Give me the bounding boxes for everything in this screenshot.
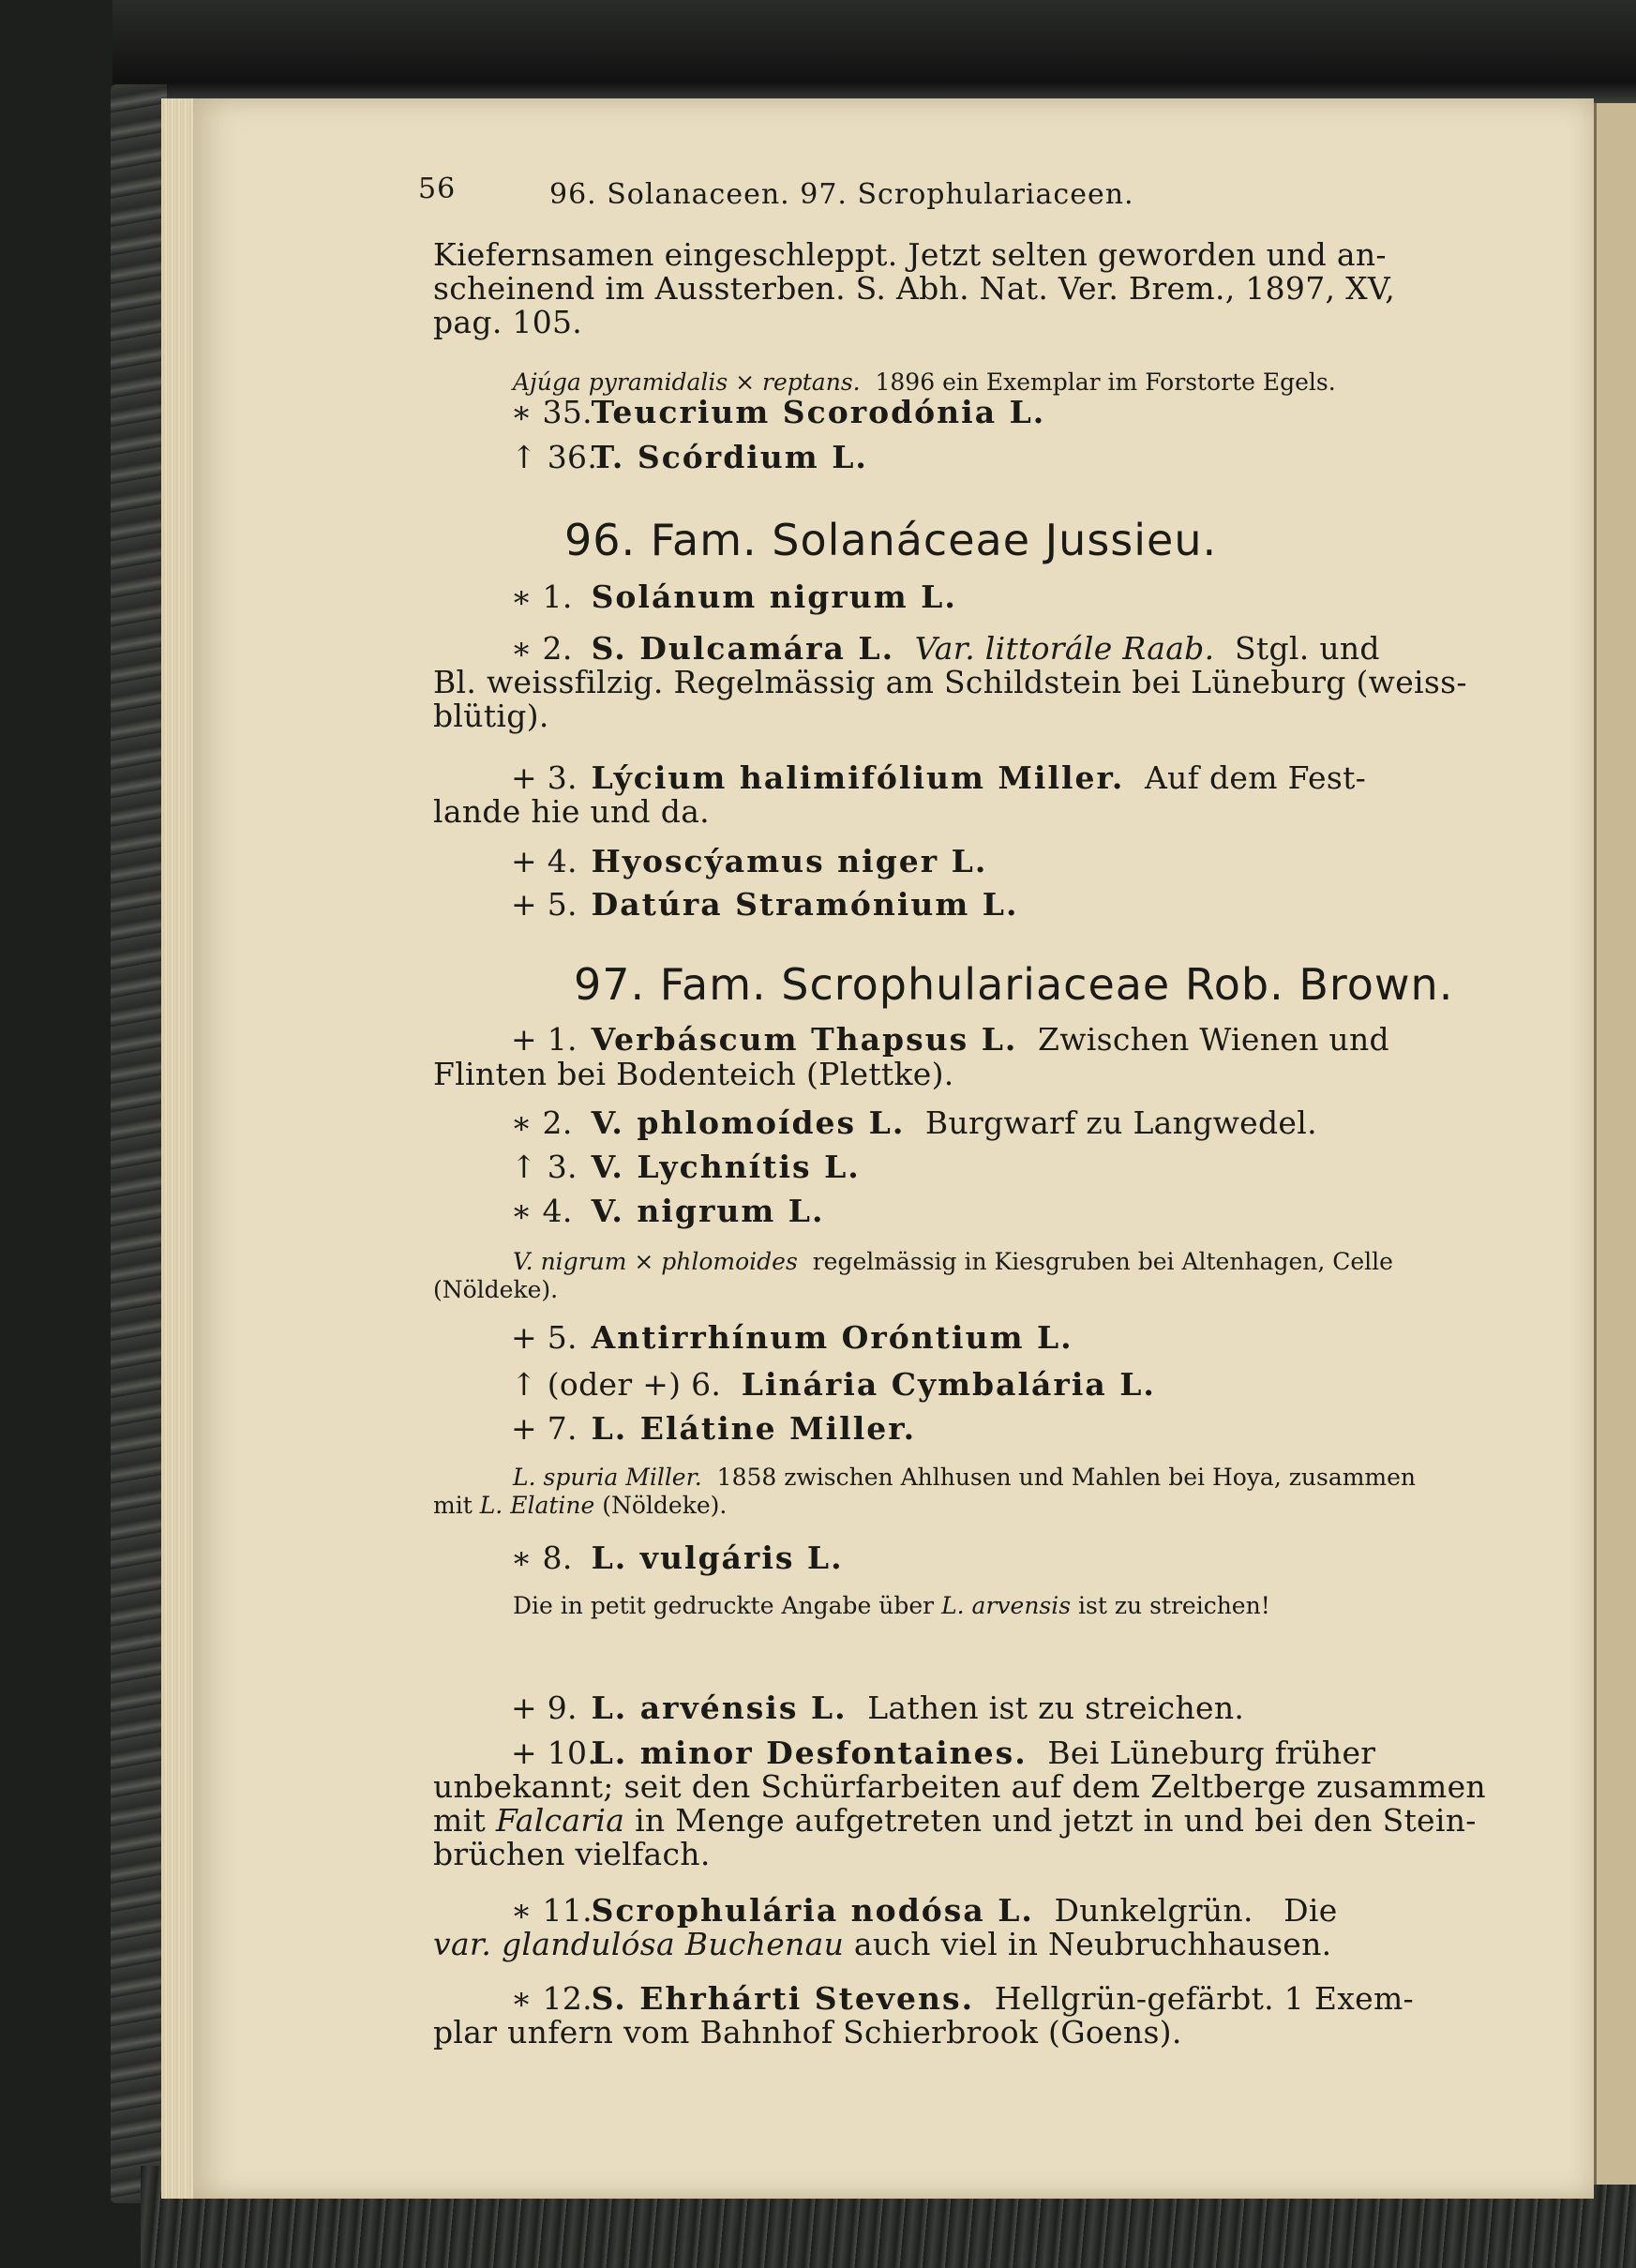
- entry-text: Burgwarf zu Langwedel.: [924, 1104, 1317, 1141]
- variety-name: Var. littorále Raab.: [914, 630, 1215, 667]
- text-line: unbekannt; seit den Schürfarbeiten auf dem Zeltberge zusammen: [433, 1768, 1486, 1805]
- text-line: (Nöldeke).: [433, 1276, 559, 1303]
- entry-mark: ∗ 1.: [511, 578, 573, 615]
- book-page: [193, 98, 1594, 2199]
- entry-mark: ∗ 35.: [511, 394, 593, 430]
- hybrid-note: [513, 370, 1336, 394]
- entry-mark: ↑ 3.: [511, 1149, 578, 1185]
- synonym-name: L. spuria Miller.: [513, 1464, 702, 1491]
- species-name: V. nigrum L.: [591, 1193, 825, 1229]
- hybrid-note-text: 1896 ein Exemplar im Forstorte Egels.: [875, 368, 1336, 396]
- species-name: L. vulgáris L.: [591, 1540, 844, 1576]
- species-name: V. phlomoídes L.: [591, 1104, 906, 1141]
- entry-mark: + 4.: [511, 843, 578, 879]
- species-name: L. arvénsis L.: [591, 1690, 848, 1726]
- text-line: Kiefernsamen eingeschleppt. Jetzt selten geworden und an-: [433, 236, 1387, 273]
- hybrid-name: V. nigrum × phlomoides: [513, 1248, 798, 1275]
- book-binding-top: [113, 0, 1636, 103]
- species-name: V. Lychnítis L.: [591, 1149, 861, 1185]
- species-name: S. Dulcamára L.: [591, 630, 895, 667]
- entry-mark: + 7.: [511, 1410, 578, 1447]
- text-line: Bl. weissfilzig. Regelmässig am Schildstein bei Lüneburg (weiss-: [433, 664, 1467, 700]
- species-entry: [511, 1980, 1414, 2017]
- species-ref: Falcaria: [495, 1802, 625, 1839]
- text-line: scheinend im Aussterben. S. Abh. Nat. Ver. Brem., 1897, XV,: [433, 270, 1396, 307]
- species-name: S. Ehrhárti Stevens.: [591, 1980, 975, 2017]
- species-name: Hyoscýamus niger L.: [591, 843, 988, 879]
- entry-text: auch viel in Neubruchhausen.: [853, 1926, 1332, 1962]
- entry-mark: + 9.: [511, 1690, 578, 1726]
- text-line: blütig).: [433, 698, 549, 734]
- species-entry: [511, 759, 1367, 796]
- species-entry: [511, 843, 988, 879]
- correction-note: [513, 1594, 1270, 1617]
- entry-mark: ∗ 2.: [511, 1104, 573, 1141]
- species-name: Scrophulária nodósa L.: [591, 1892, 1034, 1929]
- text-line: plar unfern vom Bahnhof Schierbrook (Goens).: [433, 2014, 1182, 2050]
- text-line: Flinten bei Bodenteich (Plettke).: [433, 1056, 954, 1092]
- species-entry: [511, 1319, 1073, 1356]
- text-line: pag. 105.: [433, 304, 583, 340]
- entry-mark: + 5.: [511, 886, 578, 923]
- entry-text: Auf dem Fest-: [1144, 759, 1367, 796]
- entry-mark: ∗ 11.: [511, 1892, 593, 1929]
- entry-mark: ∗ 4.: [511, 1193, 573, 1229]
- species-entry: [511, 886, 1019, 923]
- note-text: 1858 zwischen Ahlhusen und Mahlen bei Hoya, zusammen: [716, 1464, 1417, 1491]
- entry-mark: + 5.: [511, 1319, 578, 1356]
- entry-text: mit: [433, 1802, 487, 1839]
- species-entry: [511, 1149, 861, 1185]
- entry-mark: ∗ 8.: [511, 1540, 573, 1576]
- species-name: Linária Cymbalária L.: [741, 1366, 1156, 1403]
- note-line: [433, 1494, 727, 1517]
- entry-mark: + 10.: [511, 1735, 598, 1771]
- species-name: Verbáscum Thapsus L.: [591, 1021, 1018, 1058]
- species-entry: [511, 1104, 1317, 1141]
- entry-text: Dunkelgrün. Die: [1054, 1892, 1338, 1929]
- variety-name: glandulósa Buchenau: [501, 1926, 845, 1962]
- entry-text: Bei Lüneburg früher: [1047, 1735, 1376, 1771]
- species-entry: [511, 1540, 844, 1576]
- family-heading: 97. Fam. Scrophulariaceae Rob. Brown.: [574, 959, 1454, 1010]
- species-name: Solánum nigrum L.: [591, 578, 957, 615]
- note-text: Die in petit gedruckte Angabe über: [513, 1592, 935, 1619]
- text-line: brüchen vielfach.: [433, 1836, 711, 1872]
- species-ref: L. Elatine: [479, 1492, 595, 1519]
- species-entry: [511, 578, 957, 615]
- species-entry: [511, 630, 1380, 667]
- species-name: T. Scórdium L.: [591, 439, 868, 475]
- note-text: ist zu streichen!: [1078, 1592, 1270, 1619]
- species-name: L. Elátine Miller.: [591, 1410, 917, 1447]
- entry-mark: ∗ 12.: [511, 1980, 593, 2017]
- species-name: Datúra Stramónium L.: [591, 886, 1019, 923]
- page-number: 56: [418, 173, 457, 205]
- facing-page-edge: [1594, 103, 1636, 2185]
- hybrid-name: Ajúga pyramidalis × reptans.: [513, 368, 861, 396]
- entry-text: Zwischen Wienen und: [1038, 1021, 1389, 1058]
- hybrid-note-text: regelmässig in Kiesgruben bei Altenhagen, Celle: [812, 1248, 1393, 1275]
- entry-text: Hellgrün-gefärbt. 1 Exem-: [994, 1980, 1414, 2017]
- entry-mark: ↑ (oder +) 6.: [511, 1366, 722, 1403]
- species-entry: [511, 1410, 917, 1447]
- entry-mark: ↑ 36.: [511, 439, 598, 475]
- running-title: 96. Solanaceen. 97. Scrophulariaceen.: [549, 178, 1134, 211]
- species-name: L. minor Desfontaines.: [591, 1735, 1028, 1771]
- text-line: [433, 1926, 1332, 1962]
- species-entry: [511, 1021, 1389, 1058]
- family-heading: 96. Fam. Solanáceae Jussieu.: [564, 515, 1218, 565]
- entry-text: Stgl. und: [1235, 630, 1380, 667]
- entry-text: var.: [433, 1926, 492, 1962]
- entry-text: in Menge aufgetreten und jetzt in und bei den Stein-: [635, 1802, 1477, 1839]
- note-text: mit: [433, 1492, 473, 1519]
- hybrid-note: [513, 1250, 1393, 1273]
- entry-text: Lathen ist zu streichen.: [867, 1690, 1245, 1726]
- entry-mark: ∗ 2.: [511, 630, 573, 667]
- text-line: lande hie und da.: [433, 793, 710, 830]
- entry-mark: + 1.: [511, 1021, 578, 1058]
- note-text: (Nöldeke).: [602, 1492, 728, 1519]
- species-name: Antirrhínum Oróntium L.: [591, 1319, 1073, 1356]
- text-line: [433, 1802, 1477, 1839]
- synonym-note: [513, 1465, 1416, 1489]
- species-entry: [511, 1892, 1338, 1929]
- species-entry: [511, 439, 868, 475]
- page-edges: [161, 98, 195, 2199]
- species-entry-l9: [511, 1690, 1245, 1726]
- species-entry: [511, 394, 1046, 430]
- species-name: Lýcium halimifólium Miller.: [591, 759, 1125, 796]
- species-name: Teucrium Scorodónia L.: [591, 394, 1046, 430]
- species-entry: [511, 1193, 825, 1229]
- species-ref: L. arvensis: [941, 1592, 1072, 1619]
- species-entry: [511, 1735, 1376, 1771]
- book-binding-left: [111, 84, 167, 2203]
- entry-mark: + 3.: [511, 759, 578, 796]
- species-entry: [511, 1366, 1156, 1403]
